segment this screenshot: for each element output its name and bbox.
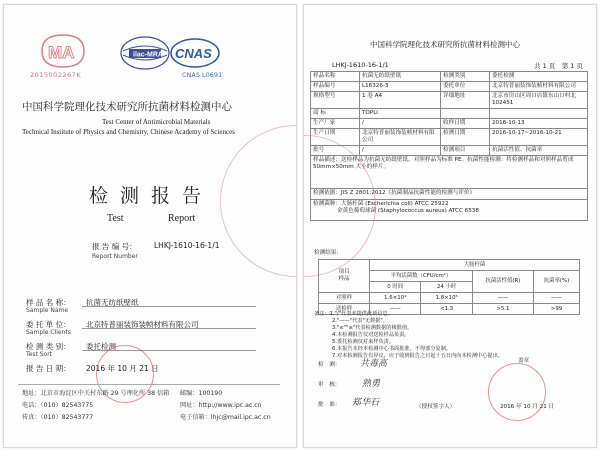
table-row xyxy=(311,189,588,200)
test-basis: JIS Z 2801:2012《抗菌制品抗菌性能的检测与评价》 xyxy=(340,190,476,196)
results-table xyxy=(318,259,580,315)
report-title-en-test: Test xyxy=(107,213,124,224)
table-row: 0 时间 24 小时 xyxy=(319,282,580,293)
table-row: 规格型号 1 卷 A4 详细地址 北京市房山区周口店镇东山口村北 102451 xyxy=(311,92,588,109)
red-seal-stamp xyxy=(488,363,546,421)
notes-block xyxy=(314,311,503,360)
divider xyxy=(82,306,256,307)
test-sort-label-en: Test Sort xyxy=(26,351,53,358)
client-value: 北京特普丽装饰装帧材料有限公司 xyxy=(86,320,199,329)
sample-name-label-en: Sample Name xyxy=(26,307,69,314)
footer-web: 网址：http://www.ipc.ac.cn xyxy=(180,402,262,409)
svg-text:MA: MA xyxy=(48,43,75,62)
institute-name-en-line1: Test Center of Antimicrobial Materials xyxy=(102,118,211,126)
tester-signature: 共毒高 xyxy=(360,359,388,369)
table-row: 样品名称 抗菌无纺纸壁纸 检测类别 委托检测 xyxy=(311,72,588,82)
report-number-label: 报 告 编 号： xyxy=(92,242,137,251)
cnas-logo-icon xyxy=(169,37,221,69)
note-item: 2."——"代表"无数据"。 xyxy=(332,318,388,324)
faint-seal xyxy=(220,125,297,277)
table-row: 批号 / 检测项目 抗菌活性值、抗菌率 xyxy=(311,146,588,156)
note-item: 6.本报告未经本检测中心书面批准，不得部分复制。 xyxy=(332,346,452,352)
report-title-en-report: Report xyxy=(168,213,196,224)
table-row: 项目 样品 大肠杆菌 xyxy=(319,260,580,271)
sample-name-label: 样 品 名 称： xyxy=(26,298,71,307)
test-sort-label: 检 测 类 别： xyxy=(26,342,71,351)
client-label-en: Sample Clients xyxy=(26,329,71,336)
tester-label: 检 测： xyxy=(318,362,341,368)
table-row: 商 标 TOPLI xyxy=(311,109,588,119)
strain-label: 检测菌种： xyxy=(313,201,341,207)
sample-desc-label: 样品描述： xyxy=(313,157,341,163)
authorized-signatory: （授权签字人） xyxy=(416,404,456,410)
footer-tel: 电话：（010）82543775 xyxy=(22,402,94,409)
divider xyxy=(82,328,256,329)
svg-text:CNAS: CNAS xyxy=(175,46,212,61)
table-row: 生产厂家 / 收样日期 2016-10-13 xyxy=(311,119,588,129)
results-label: 检测结果： xyxy=(314,250,342,256)
approver-label: 批 准： xyxy=(318,402,341,408)
report-number-label-en: Report Number xyxy=(92,253,138,260)
client-label: 委 托 单 位： xyxy=(26,320,71,329)
institute-name-en-line2: Technical Institute of Physics and Chemistry, Chinese Academy of Sciences xyxy=(22,128,235,136)
report-cover-page xyxy=(3,4,297,448)
note-item: 备注：1."/"代表未提供此项信息。 xyxy=(314,311,393,317)
issue-date: 2016 年 10 月 21 日 xyxy=(500,404,555,410)
sample-name-value: 抗菌无纺纸壁纸 xyxy=(86,298,139,307)
strain-1: 大肠杆菌 (Escherichia coli) ATCC 25922 xyxy=(340,201,449,207)
note-item: 4.本检测报告仅对送检样品负责。 xyxy=(332,332,410,338)
footer-fax: 传真：（010）82543777 xyxy=(22,414,94,421)
approver-signature: 郑华石 xyxy=(352,398,380,408)
basis-label: 检测依据： xyxy=(313,190,341,196)
institute-name-zh: 中国科学院理化技术研究所抗菌材料检测中心 xyxy=(22,101,232,113)
report-title-zh: 检测报告 xyxy=(89,185,214,207)
page-count: 共 1 页 第 1 页 xyxy=(534,62,584,70)
sample-info-table xyxy=(310,71,588,221)
note-item: 5.委托检测仅对来样负责。 xyxy=(332,339,395,345)
table-row: 对照样 1.6×10⁴ 1.8×10⁵ —— —— xyxy=(319,293,580,304)
note-item: 7.对本检测报告有异议，应于收到报告之日起十五日内向本检测中心提出。 xyxy=(332,353,503,359)
table-row: 生产日期 北京特普丽装饰装帧材料有限公司 检测日期 2016-10-17~2016-10-21 xyxy=(311,129,588,146)
table-row xyxy=(311,200,588,221)
page-header: 中国科学院理化技术研究所抗菌材料检测中心 xyxy=(370,40,520,49)
table-row: 平均活菌数（CFU/cm²） 抗菌活性值(R) 抗菌率(%) xyxy=(319,271,580,282)
footer-postcode: 邮编：100190 xyxy=(180,390,223,397)
reviewer-label: 审 核： xyxy=(318,382,341,388)
table-row: 样品编号 L16326-3 委托单位 北京特普丽装饰装帧材料有限公司 xyxy=(311,82,588,92)
sample-desc: 送检样品为抗菌无纺纸壁纸，对照样品为标准 PE。抗菌性能检测：将检测样品和对照样品剪成 50mm×50mm 大小的样片。 xyxy=(313,157,574,170)
cma-logo-icon xyxy=(40,31,86,71)
cma-certificate-number: 2015002267K xyxy=(30,71,82,79)
seal-label: 盖章 xyxy=(518,358,530,364)
footer-address: 地址：北京市海淀区中关村东路 29 号理化所 38 信箱 xyxy=(22,390,170,397)
test-sort-value: 委托检测 xyxy=(86,342,116,351)
ilac-mra-logo-icon xyxy=(119,33,171,73)
table-row xyxy=(311,156,588,189)
note-item: 3."≤""≥"代表检测数据的极限值。 xyxy=(332,325,413,331)
report-date-value: 2016 年 10 月 21 日 xyxy=(86,364,159,373)
footer-email: 电子信箱：lhjc@mail.ipc.ac.cn xyxy=(180,414,271,421)
report-number-value: LHKJ-1610-16-1/1 xyxy=(154,241,220,250)
table-row: 送检样 —— <1.3 >5.1 >99 xyxy=(319,304,580,315)
reviewer-signature: 熟勇 xyxy=(362,379,381,389)
report-number: LHKJ-1610-16-1/1 xyxy=(332,61,389,69)
report-date-label: 报 告 日 期： xyxy=(26,364,71,373)
report-results-page xyxy=(303,4,597,448)
svg-text:ilac-MRA: ilac-MRA xyxy=(133,51,163,59)
strain-2: 金黄色葡萄球菌 (Staphylococcus aureus) ATCC 6538 xyxy=(337,208,479,214)
footer-divider xyxy=(18,384,280,385)
cnas-number: CNAS L0691 xyxy=(182,71,223,79)
